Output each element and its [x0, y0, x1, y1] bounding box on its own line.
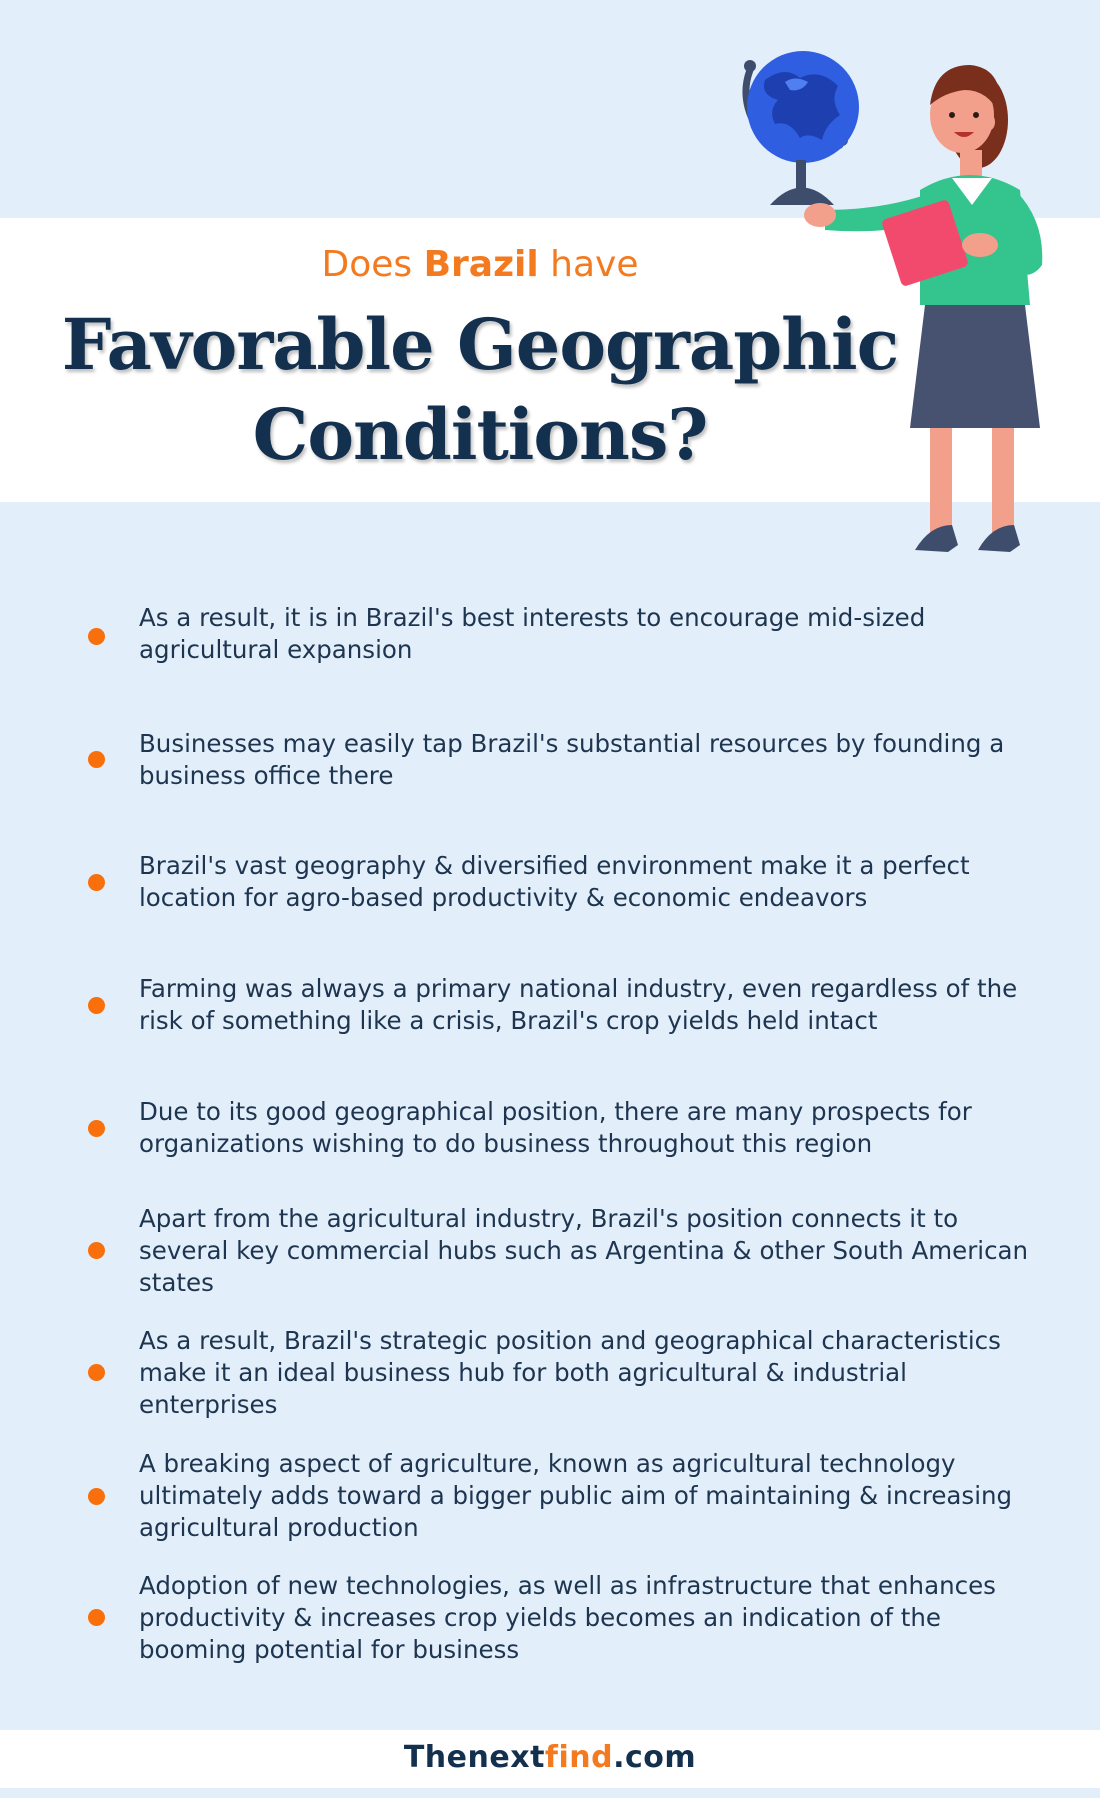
bullet-dot: [88, 1242, 105, 1259]
bullet-dot: [88, 628, 105, 645]
bullet-dot: [88, 1120, 105, 1137]
footer-brand-pre: Thenext: [403, 1740, 545, 1775]
bullet-text: A breaking aspect of agriculture, known as agricultural technology ultimately adds toward a bigger public aim of maintaining & increasing agricultural production: [139, 1449, 1013, 1542]
bullet-text: Due to its good geographical position, there are many prospects for organizations wishing to do business throughout this region: [139, 1097, 972, 1158]
subtitle-country: Brazil: [423, 244, 539, 285]
bullet-text: As a result, Brazil's strategic position and geographical characteristics make it an ideal business hub for both agricultural & industrial enterprises: [139, 1326, 1001, 1419]
footer-brand[interactable]: [0, 1740, 1100, 1775]
footer-brand-accent: find: [544, 1740, 614, 1775]
bullet-text: Brazil's vast geography & diversified environment make it a perfect location for agro-based productivity & economic endeavors: [139, 851, 970, 912]
page-title-line-2: Conditions?: [252, 393, 708, 476]
subtitle-pre: Does: [321, 244, 424, 285]
bullet-dot: [88, 1488, 105, 1505]
bullet-text: As a result, it is in Brazil's best interests to encourage mid-sized agricultural expansion: [139, 603, 926, 664]
bullet-text: Businesses may easily tap Brazil's substantial resources by founding a business office there: [139, 729, 1005, 790]
bullet-dot: [88, 1609, 105, 1626]
bullet-dot: [88, 1364, 105, 1381]
subtitle-post: have: [538, 244, 639, 285]
footer-brand-post: .com: [613, 1740, 697, 1775]
bullet-text: Adoption of new technologies, as well as infrastructure that enhances productivity & increases crop yields becomes an indication of the booming potential for business: [139, 1571, 996, 1664]
bullet-dot: [88, 874, 105, 891]
bullet-dot: [88, 751, 105, 768]
bullet-text: Farming was always a primary national industry, even regardless of the risk of something like a crisis, Brazil's crop yields held intact: [139, 974, 1018, 1035]
page-title-line-1: Favorable Geographic: [61, 303, 899, 386]
bullet-dot: [88, 997, 105, 1014]
bullet-text: Apart from the agricultural industry, Brazil's position connects it to several key commercial hubs such as Argentina & other South American states: [139, 1204, 1029, 1297]
